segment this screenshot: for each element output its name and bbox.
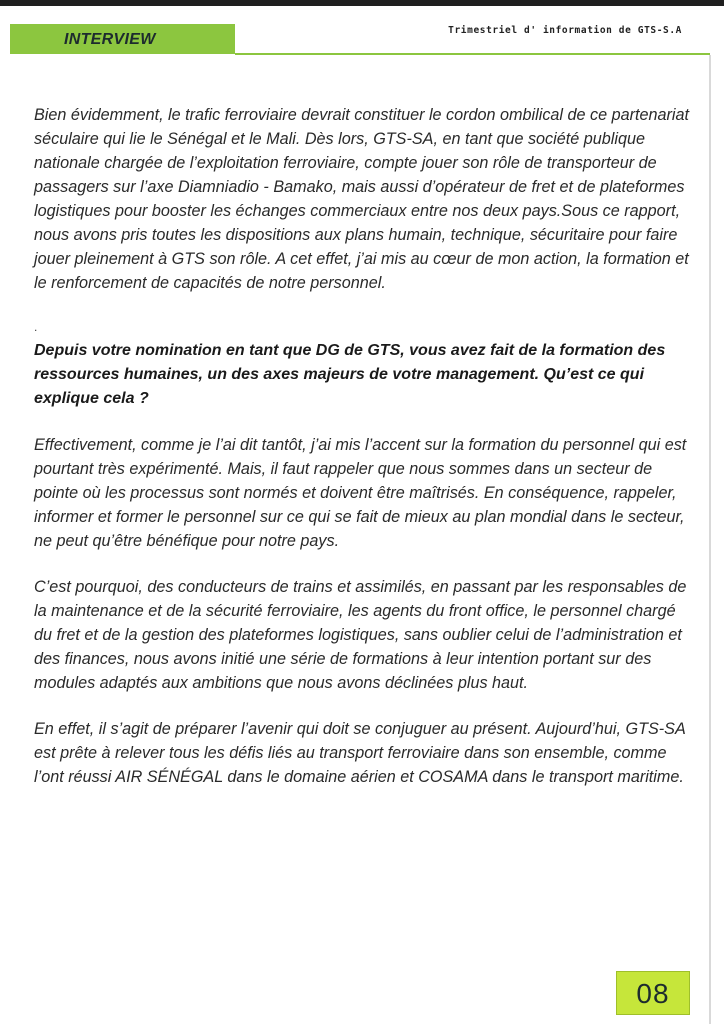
page-number: 08 [616,971,690,1015]
answer-paragraph: En effet, il s’agit de préparer l’avenir qui doit se conjuguer au présent. Aujourd’hui, GTS-SA est prête à relever tous les défis liés au transport ferroviaire dans son ensemble, comme l’ont réussi AIR SÉNÉGAL dans le domaine aérien et COSAMA dans le transport maritime. [34,720,686,786]
article-body [34,103,694,789]
header-rule [235,53,710,55]
section-label: INTERVIEW [10,24,235,54]
answer-paragraph: C’est pourquoi, des conducteurs de trains et assimilés, en passant par les responsables de la maintenance et de la sécurité ferroviaire, les agents du front office, le personnel chargé du fret et de la gestion des plateformes logistiques, sans oublier celui de l’administration et des finances, nous avons initié une série de formations à leur intention portant sur des modules adaptés aux ambitions que nous avons déclinées plus haut. [34,578,687,692]
top-border-bar [0,0,724,6]
top-border-notch [0,6,10,22]
stray-mark: . [34,320,38,334]
answer-paragraph: Bien évidemment, le trafic ferroviaire devrait constituer le cordon ombilical de ce partenariat séculaire qui lie le Sénégal et le Mali. Dès lors, GTS-SA, en tant que société publique nationale chargée de l’exploitation ferroviaire, compte jouer son rôle de transporteur de passagers sur l’axe Diamniadio - Bamako, mais aussi d’opérateur de fret et de plateformes logistiques pour booster les échanges commerciaux entre nos deux pays.Sous ce rapport, nous avons pris toutes les dispositions aux plans humain, technique, sécuritaire pour faire jouer pleinement à GTS son rôle. A cet effet, j’ai mis au cœur de mon action, la formation et le renforcement de capacités de notre personnel. [34,106,690,292]
answer-paragraph: Effectivement, comme je l’ai dit tantôt, j’ai mis l’accent sur la formation du personnel qui est pourtant très expérimenté. Mais, il faut rappeler que nous sommes dans un secteur de pointe où les processus sont normés et doivent être maîtrisés. En conséquence, rappeler, informer et former le personnel sur ce qui se fait de mieux au plan mondial dans le secteur, ne peut qu’être bénéfique pour notre pays. [34,436,687,550]
publication-title: Trimestriel d' information de GTS-S.A [448,25,682,36]
page-right-border [709,55,711,1024]
interview-question: Depuis votre nomination en tant que DG de GTS, vous avez fait de la formation des ressources humaines, un des axes majeurs de votre management. Qu’est ce qui explique cela ? [34,342,666,407]
